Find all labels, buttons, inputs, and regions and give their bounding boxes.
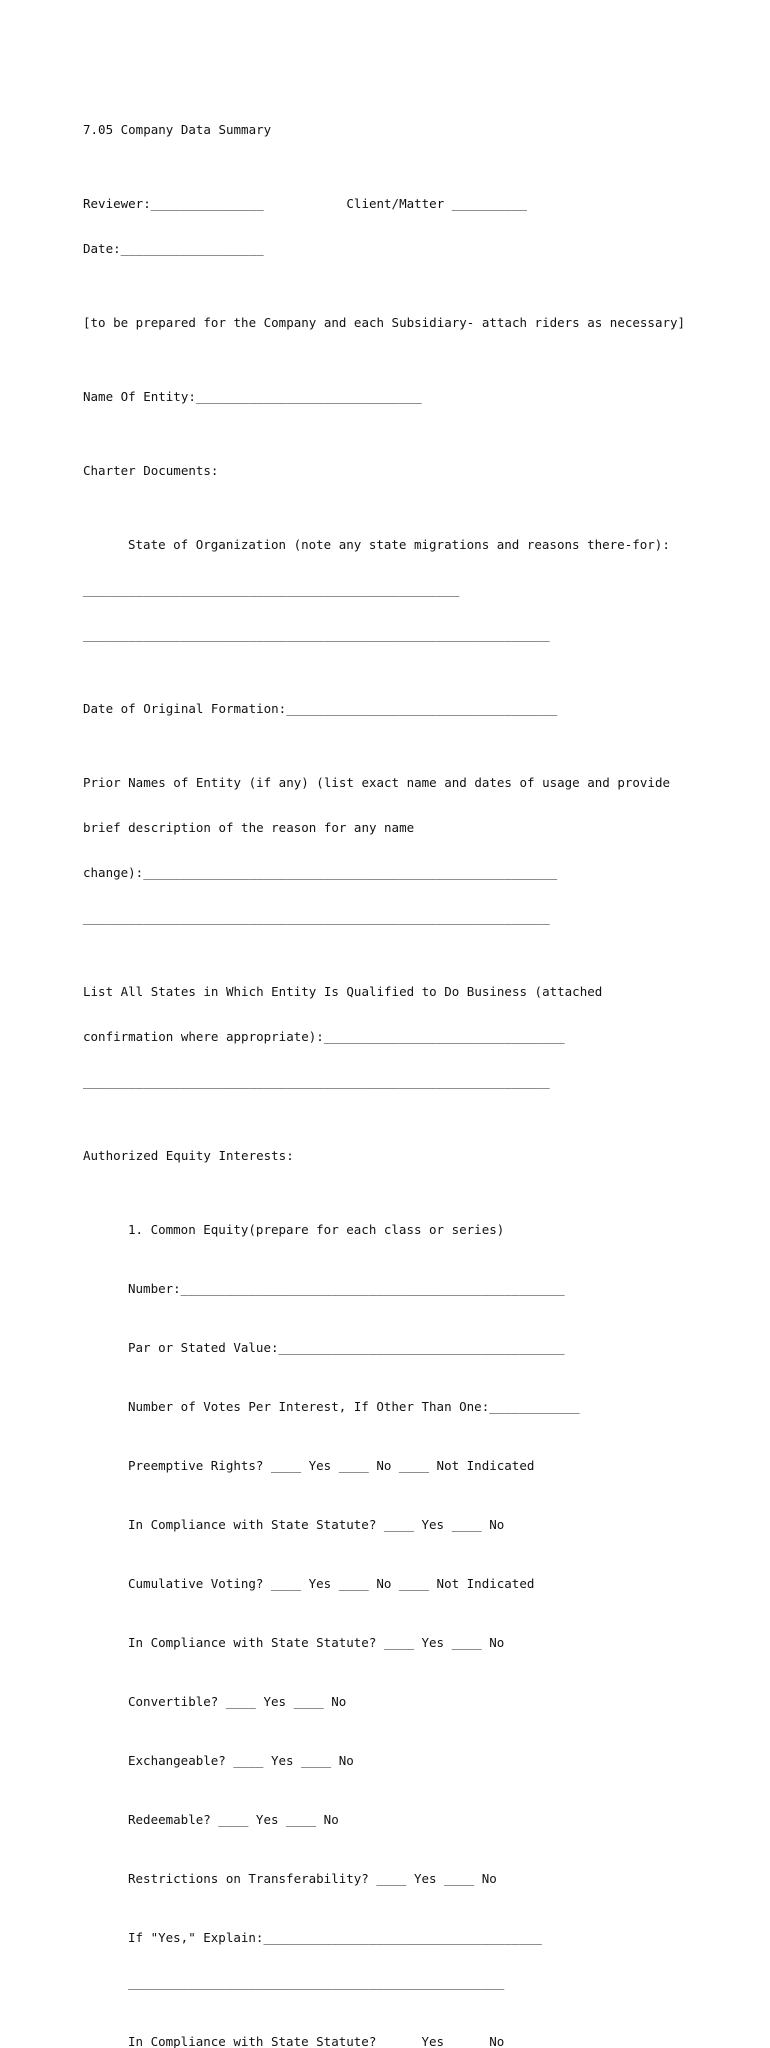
prior-names-line-4: ______________________________________________________________ [83, 910, 550, 925]
document-page [83, 92, 723, 2048]
states-qualified-line-3: ______________________________________________________________ [83, 1074, 550, 1089]
if-yes-explain-line: If "Yes," Explain:_____________________________________ [128, 1930, 542, 1945]
charter-documents-label: Charter Documents: [83, 463, 219, 478]
date-line: Date:___________________ [83, 241, 264, 256]
prior-names-line-3: change):_______________________________________________________ [83, 865, 558, 880]
compliance-line-2: In Compliance with State Statute? ____ Yes ____ No [128, 1635, 505, 1650]
cumulative-voting-line: Cumulative Voting? ____ Yes ____ No ____ Not Indicated [128, 1576, 535, 1591]
prior-names-line-1: Prior Names of Entity (if any) (list exact name and dates of usage and provide [83, 775, 670, 790]
state-of-organization-line-1: __________________________________________________ [83, 582, 460, 597]
entity-name-line: Name Of Entity:______________________________ [83, 389, 422, 404]
number-line: Number:___________________________________________________ [128, 1281, 565, 1296]
document-heading: 7.05 Company Data Summary [83, 122, 272, 137]
if-yes-explain-line-2: __________________________________________________ [128, 1975, 505, 1990]
states-qualified-line-2: confirmation where appropriate):________________________________ [83, 1029, 565, 1044]
common-equity-heading: 1. Common Equity(prepare for each class or series) [128, 1222, 505, 1237]
states-qualified-line-1: List All States in Which Entity Is Qualified to Do Business (attached [83, 984, 603, 999]
compliance-line-3: In Compliance with State Statute? ____ Yes ____ No [128, 2034, 505, 2048]
original-formation-line: Date of Original Formation:____________________________________ [83, 701, 558, 716]
authorized-equity-label: Authorized Equity Interests: [83, 1148, 294, 1163]
redeemable-line: Redeemable? ____ Yes ____ No [128, 1812, 339, 1827]
instruction-text: [to be prepared for the Company and each Subsidiary- attach riders as necessary] [83, 315, 686, 330]
transferability-restrictions-line: Restrictions on Transferability? ____ Yes ____ No [128, 1871, 497, 1886]
par-value-line: Par or Stated Value:______________________________________ [128, 1340, 565, 1355]
preemptive-rights-line: Preemptive Rights? ____ Yes ____ No ____ Not Indicated [128, 1458, 535, 1473]
reviewer-client-line: Reviewer:_______________ Client/Matter __________ [83, 196, 528, 211]
convertible-line: Convertible? ____ Yes ____ No [128, 1694, 347, 1709]
state-of-organization-line-2: ______________________________________________________________ [83, 627, 550, 642]
compliance-line-1: In Compliance with State Statute? ____ Yes ____ No [128, 1517, 505, 1532]
prior-names-line-2: brief description of the reason for any name [83, 820, 415, 835]
votes-per-interest-line: Number of Votes Per Interest, If Other Than One:____________ [128, 1399, 580, 1414]
exchangeable-line: Exchangeable? ____ Yes ____ No [128, 1753, 354, 1768]
state-of-organization-label: State of Organization (note any state migrations and reasons there-for): [128, 537, 670, 552]
